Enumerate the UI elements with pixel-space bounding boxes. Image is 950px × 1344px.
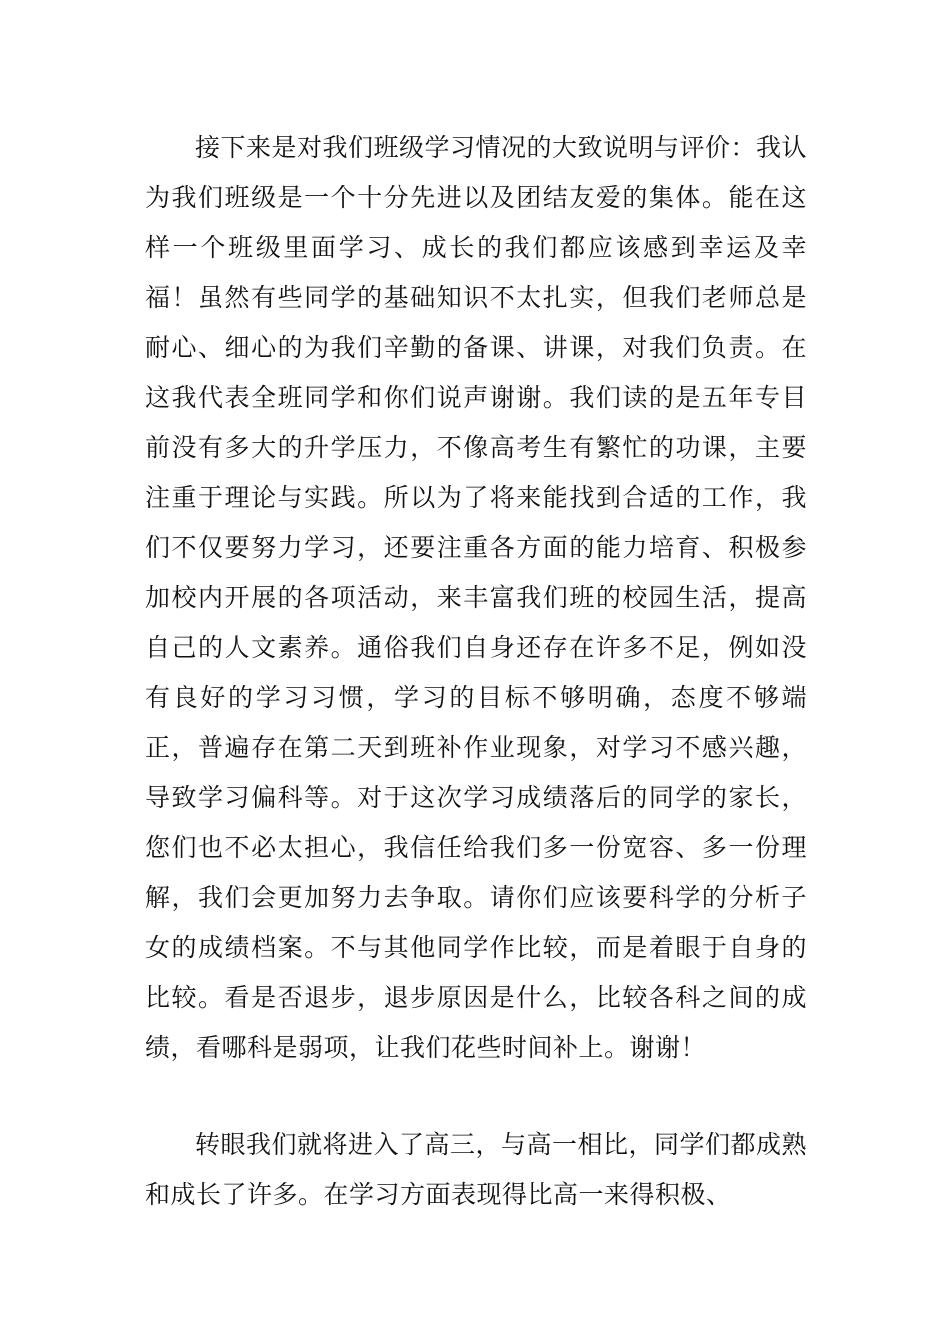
paragraph-class-evaluation: 接下来是对我们班级学习情况的大致说明与评价：我认为我们班级是一个十分先进以及团结友爱的集体。能在这样一个班级里面学习、成长的我们都应该感到幸运及幸福！虽然有些同学的基础知识不太扎实，但我们老师总是耐心、细心的为我们辛勤的备课、讲课，对我们负责。在这我代表全班同学和你们说声谢谢。我们读的是五年专目前没有多大的升学压力，不像高考生有繁忙的功课，主要注重于理论与实践。所以为了将来能找到合适的工作，我们不仅要努力学习，还要注重各方面的能力培育、积极参加校内开展的各项活动，来丰富我们班的校园生活，提高自己的人文素养。通俗我们自身还存在许多不足，例如没有良好的学习习惯，学习的目标不够明确，态度不够端正，普遍存在第二天到班补作业现象，对学习不感兴趣，导致学习偏科等。对于这次学习成绩落后的同学的家长，您们也不必太担心，我信任给我们多一份宽容、多一份理解，我们会更加努力去争取。请你们应该要科学的分析子女的成绩档案。不与其他同学作比较，而是着眼于自身的比较。看是否退步，退步原因是什么，比较各科之间的成绩，看哪科是弱项，让我们花些时间补上。谢谢！ [145, 133, 808, 1062]
paragraph-senior-year: 转眼我们就将进入了高三，与高一相比，同学们都成熟和成长了许多。在学习方面表现得比高一来得积极、 [145, 1130, 808, 1209]
